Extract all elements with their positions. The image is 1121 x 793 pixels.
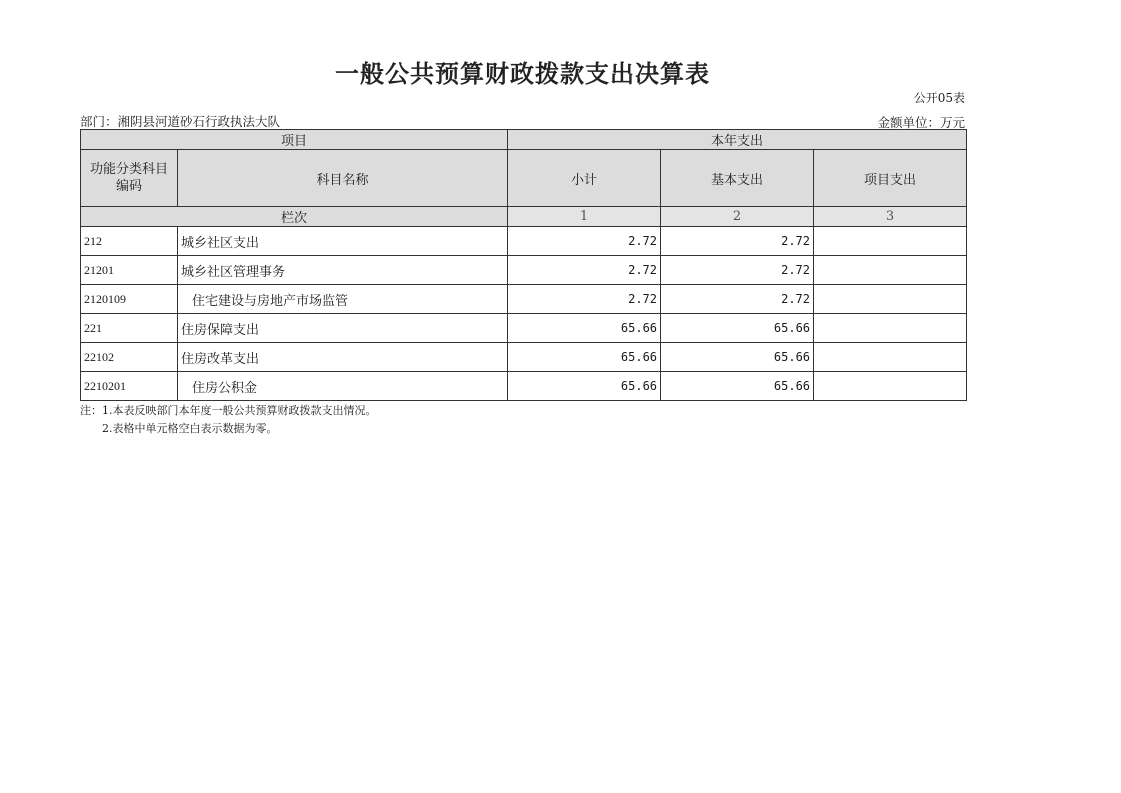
row-subject-name: 住房公积金 xyxy=(178,372,508,401)
column-number-2: 2 xyxy=(661,207,814,227)
row-subject-name: 城乡社区管理事务 xyxy=(178,256,508,285)
row-basic: 65.66 xyxy=(661,314,814,343)
row-project xyxy=(814,314,967,343)
header-subject-name: 科目名称 xyxy=(178,150,508,207)
row-basic: 2.72 xyxy=(661,285,814,314)
table-row xyxy=(81,285,967,314)
row-code: 21201 xyxy=(81,256,178,285)
row-code: 212 xyxy=(81,227,178,256)
footnote-2: 2.表格中单元格空白表示数据为零。 xyxy=(102,422,278,435)
column-number-1: 1 xyxy=(508,207,661,227)
row-subject-name: 住房保障支出 xyxy=(178,314,508,343)
row-project xyxy=(814,372,967,401)
row-subtotal: 2.72 xyxy=(508,285,661,314)
row-subject-name: 住宅建设与房地产市场监管 xyxy=(178,285,508,314)
header-project-expenditure: 项目支出 xyxy=(814,150,967,207)
form-number: 公开05表 xyxy=(913,91,965,105)
column-number-3: 3 xyxy=(814,207,967,227)
row-basic: 65.66 xyxy=(661,343,814,372)
row-subtotal: 65.66 xyxy=(508,372,661,401)
row-basic: 2.72 xyxy=(661,227,814,256)
table-row xyxy=(81,314,967,343)
footnotes xyxy=(80,402,377,438)
table-row xyxy=(81,343,967,372)
row-subject-name: 住房改革支出 xyxy=(178,343,508,372)
table-row xyxy=(81,256,967,285)
budget-table xyxy=(80,129,967,401)
row-code: 22102 xyxy=(81,343,178,372)
row-subtotal: 2.72 xyxy=(508,227,661,256)
row-code: 221 xyxy=(81,314,178,343)
row-subject-name: 城乡社区支出 xyxy=(178,227,508,256)
table-row xyxy=(81,372,967,401)
row-basic: 2.72 xyxy=(661,256,814,285)
header-subtotal: 小计 xyxy=(508,150,661,207)
row-project xyxy=(814,256,967,285)
footnote-1: 注：1.本表反映部门本年度一般公共预算财政拨款支出情况。 xyxy=(80,404,377,417)
row-label-header: 栏次 xyxy=(81,207,508,227)
header-current-year-expenditure: 本年支出 xyxy=(508,130,967,150)
header-basic-expenditure: 基本支出 xyxy=(661,150,814,207)
row-project xyxy=(814,227,967,256)
department-label: 部门：湘阴县河道砂石行政执法大队 xyxy=(80,114,281,129)
row-code: 2210201 xyxy=(81,372,178,401)
header-function-code: 功能分类科目编码 xyxy=(81,150,178,207)
table-row xyxy=(81,227,967,256)
row-basic: 65.66 xyxy=(661,372,814,401)
row-subtotal: 65.66 xyxy=(508,314,661,343)
row-subtotal: 2.72 xyxy=(508,256,661,285)
unit-label: 金额单位：万元 xyxy=(877,115,965,130)
page-title: 一般公共预算财政拨款支出决算表 xyxy=(335,59,710,88)
row-project xyxy=(814,343,967,372)
row-code: 2120109 xyxy=(81,285,178,314)
row-subtotal: 65.66 xyxy=(508,343,661,372)
row-project xyxy=(814,285,967,314)
header-project: 项目 xyxy=(81,130,508,150)
